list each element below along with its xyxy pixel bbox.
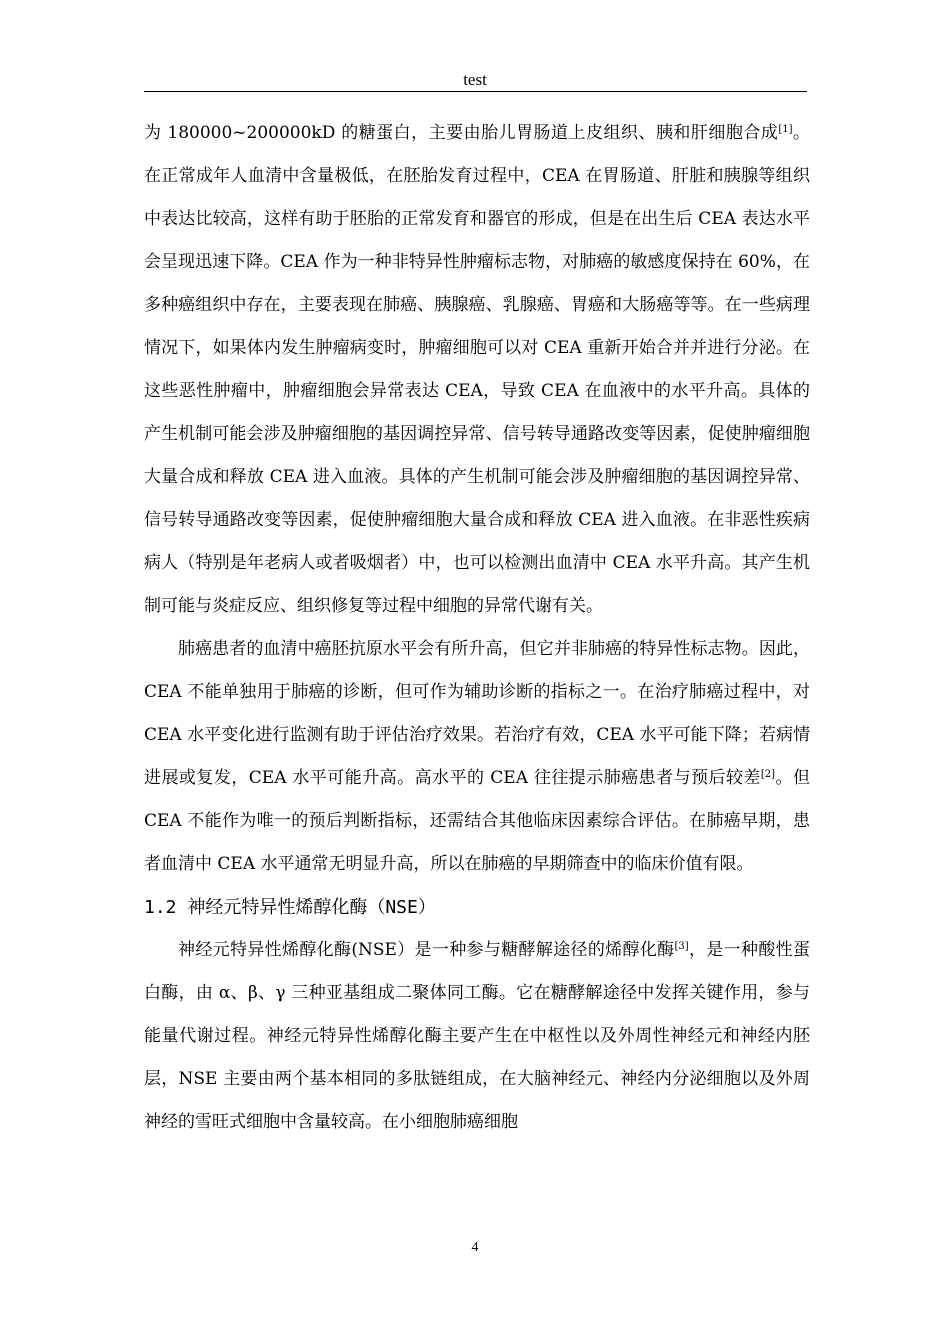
text-run: 神经元特异性烯醇化酶(NSE）是一种参与糖酵解途径的烯醇化酶: [178, 940, 675, 960]
paragraph-3: [144, 929, 810, 1144]
body-text: [144, 112, 810, 1144]
text-run: 为 180000~200000kD 的糖蛋白，主要由胎儿胃肠道上皮组织、胰和肝细胞合成: [144, 123, 779, 143]
citation-1: [1]: [778, 124, 793, 135]
header-divider: [144, 91, 807, 92]
paragraph-1: [144, 112, 810, 628]
citation-2: [2]: [760, 769, 776, 780]
section-heading: 1.2 神经元特异性烯醇化酶（NSE）: [144, 897, 436, 918]
text-run: 肺癌患者的血清中癌胚抗原水平会有所升高，但它并非肺癌的特异性标志物。因此，CEA 不能单独用于肺癌的诊断，但可作为辅助诊断的指标之一。在治疗肺癌过程中，对 CEA 水平变化进行监测有助于评估治疗效果。若治疗有效，CEA 水平可能下降；若病情进展或复发，CEA 水平可能升高。高水平的 CEA 往往提示肺癌患者与预后较差: [144, 639, 810, 788]
page-number: 4: [471, 1240, 479, 1255]
text-run: ，是一种酸性蛋白酶，由 α、β、γ 三种亚基组成二聚体同工酶。它在糖酵解途径中发挥关键作用，参与能量代谢过程。神经元特异性烯醇化酶主要产生在中枢性以及外周性神经元和神经内胚层，NSE 主要由两个基本相同的多肽链组成，在大脑神经元、神经内分泌细胞以及外周神经的雪旺式细胞中含量较高。在小细胞肺癌细胞: [144, 940, 811, 1132]
running-header: test: [463, 70, 487, 89]
text-run: 。在正常成年人血清中含量极低，在胚胎发育过程中，CEA 在胃肠道、肝脏和胰腺等组织中表达比较高，这样有助于胚胎的正常发育和器官的形成，但是在出生后 CEA 表达水平会呈现迅速下降。CEA 作为一种非特异性肿瘤标志物，对肺癌的敏感度保持在 60%，在多种癌组织中存在，主要表现在肺癌、胰腺癌、乳腺癌、胃癌和大肠癌等等。在一些病理情况下，如果体内发生肿瘤病变时，肿瘤细胞可以对 CEA 重新开始合并并进行分泌。在这些恶性肿瘤中，肿瘤细胞会异常表达 CEA，导致 CEA 在血液中的水平升高。具体的产生机制可能会涉及肿瘤细胞的基因调控异常、信号转导通路改变等因素，促使肿瘤细胞大量合成和释放 CEA 进入血液。具体的产生机制可能会涉及肿瘤细胞的基因调控异常、信号转导通路改变等因素，促使肿瘤细胞大量合成和释放 CEA 进入血液。在非恶性疾病病人（特别是年老病人或者吸烟者）中，也可以检测出血清中 CEA 水平升高。其产生机制可能与炎症反应、组织修复等过程中细胞的异常代谢有关。: [144, 123, 810, 616]
paragraph-2: [144, 628, 810, 886]
text-run: 。但 CEA 不能作为唯一的预后判断指标，还需结合其他临床因素综合评估。在肺癌早期，患者血清中 CEA 水平通常无明显升高，所以在肺癌的早期筛查中的临床价值有限。: [144, 768, 810, 874]
citation-3: [3]: [674, 941, 689, 952]
